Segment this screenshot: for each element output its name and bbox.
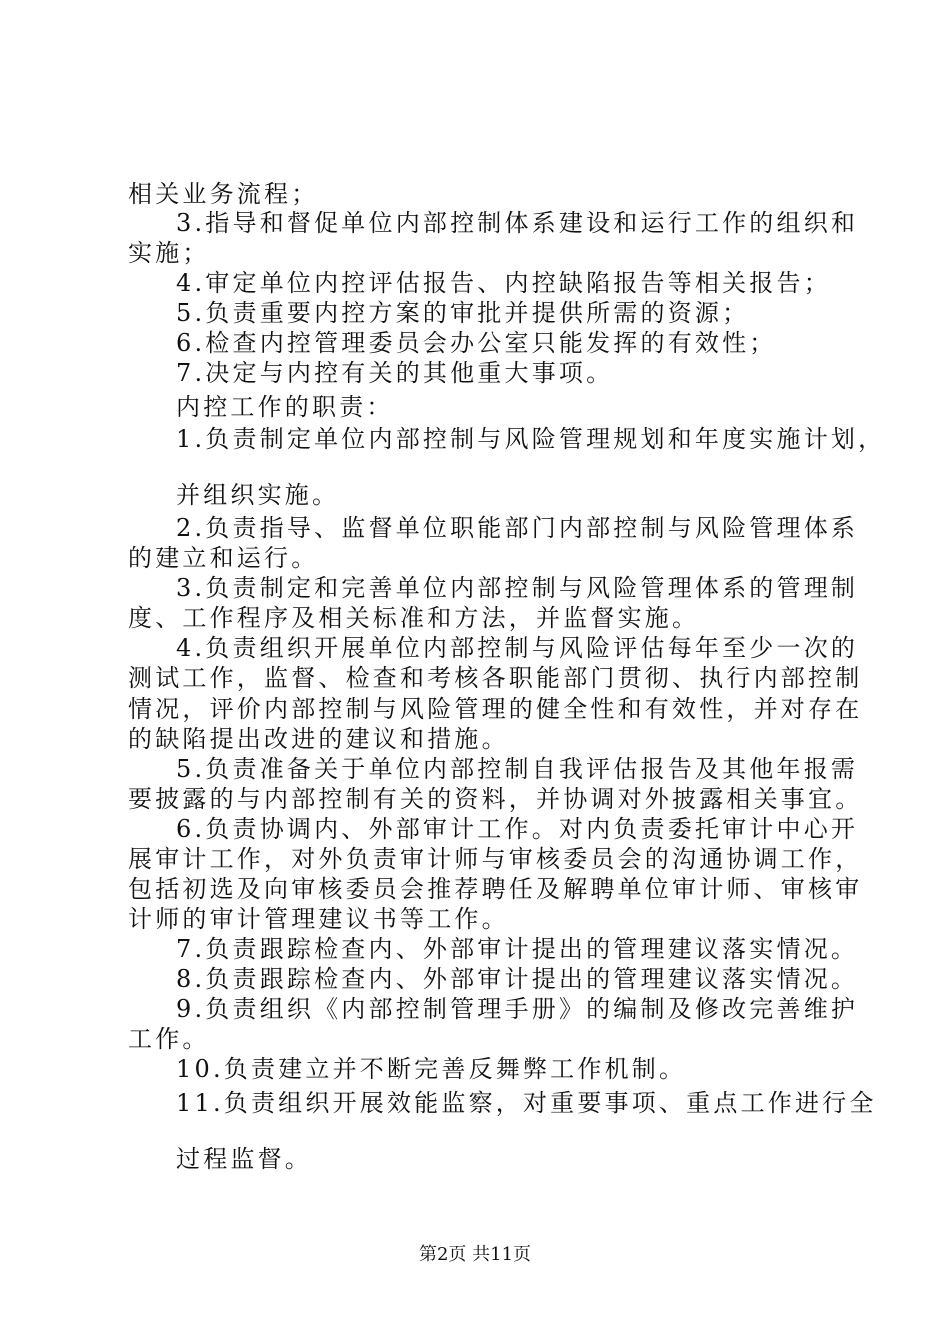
text-line: 过程监督。 bbox=[176, 1145, 312, 1173]
text-line: 7.负责跟踪检查内、外部审计提出的管理建议落实情况。 bbox=[176, 935, 859, 963]
text-line: 10.负责建立并不断完善反舞弊工作机制。 bbox=[176, 1055, 687, 1083]
text-line: 情况，评价内部控制与风险管理的健全性和有效性，并对存在 bbox=[128, 695, 863, 723]
text-line: 4.审定单位内控评估报告、内控缺陷报告等相关报告； bbox=[176, 269, 831, 297]
text-line: 测试工作，监督、检查和考核各职能部门贯彻、执行内部控制 bbox=[128, 664, 863, 692]
text-line: 并组织实施。 bbox=[176, 481, 340, 509]
text-line: 6.检查内控管理委员会办公室只能发挥的有效性； bbox=[176, 329, 777, 357]
text-line: 3.指导和督促单位内部控制体系建设和运行工作的组织和 bbox=[176, 209, 859, 237]
text-line: 的缺陷提出改进的建议和措施。 bbox=[128, 725, 509, 753]
text-line: 的建立和运行。 bbox=[128, 544, 319, 572]
text-line: 相关业务流程； bbox=[128, 180, 319, 208]
text-line: 7.决定与内控有关的其他重大事项。 bbox=[176, 359, 614, 387]
text-line: 5.负责准备关于单位内部控制自我评估报告及其他年报需 bbox=[176, 755, 859, 783]
text-line: 9.负责组织《内部控制管理手册》的编制及修改完善维护 bbox=[176, 995, 859, 1023]
text-line: 展审计工作，对外负责审计师与审核委员会的沟通协调工作， bbox=[128, 845, 863, 873]
text-line: 5.负责重要内控方案的审批并提供所需的资源； bbox=[176, 299, 750, 327]
text-line: 包括初选及向审核委员会推荐聘任及解聘单位审计师、审核审 bbox=[128, 875, 863, 903]
text-line: 3.负责制定和完善单位内部控制与风险管理体系的管理制 bbox=[176, 574, 859, 602]
text-line: 8.负责跟踪检查内、外部审计提出的管理建议落实情况。 bbox=[176, 965, 859, 993]
text-line: 要披露的与内部控制有关的资料，并协调对外披露相关事宜。 bbox=[128, 785, 863, 813]
section-heading: 内控工作的职责： bbox=[176, 393, 394, 421]
page-number-footer: 第2页 共11页 bbox=[418, 1244, 532, 1265]
text-line: 实施； bbox=[128, 239, 210, 267]
text-line: 4.负责组织开展单位内部控制与风险评估每年至少一次的 bbox=[176, 634, 859, 662]
text-line: 计师的审计管理建议书等工作。 bbox=[128, 905, 509, 933]
text-line: 2.负责指导、监督单位职能部门内部控制与风险管理体系 bbox=[176, 514, 859, 542]
text-line: 度、工作程序及相关标准和方法，并监督实施。 bbox=[128, 604, 700, 632]
text-line: 工作。 bbox=[128, 1025, 210, 1053]
text-line: 11.负责组织开展效能监察，对重要事项、重点工作进行全 bbox=[176, 1089, 877, 1117]
text-line: 1.负责制定单位内部控制与风险管理规划和年度实施计划， bbox=[176, 425, 886, 453]
text-line: 6.负责协调内、外部审计工作。对内负责委托审计中心开 bbox=[176, 815, 859, 843]
